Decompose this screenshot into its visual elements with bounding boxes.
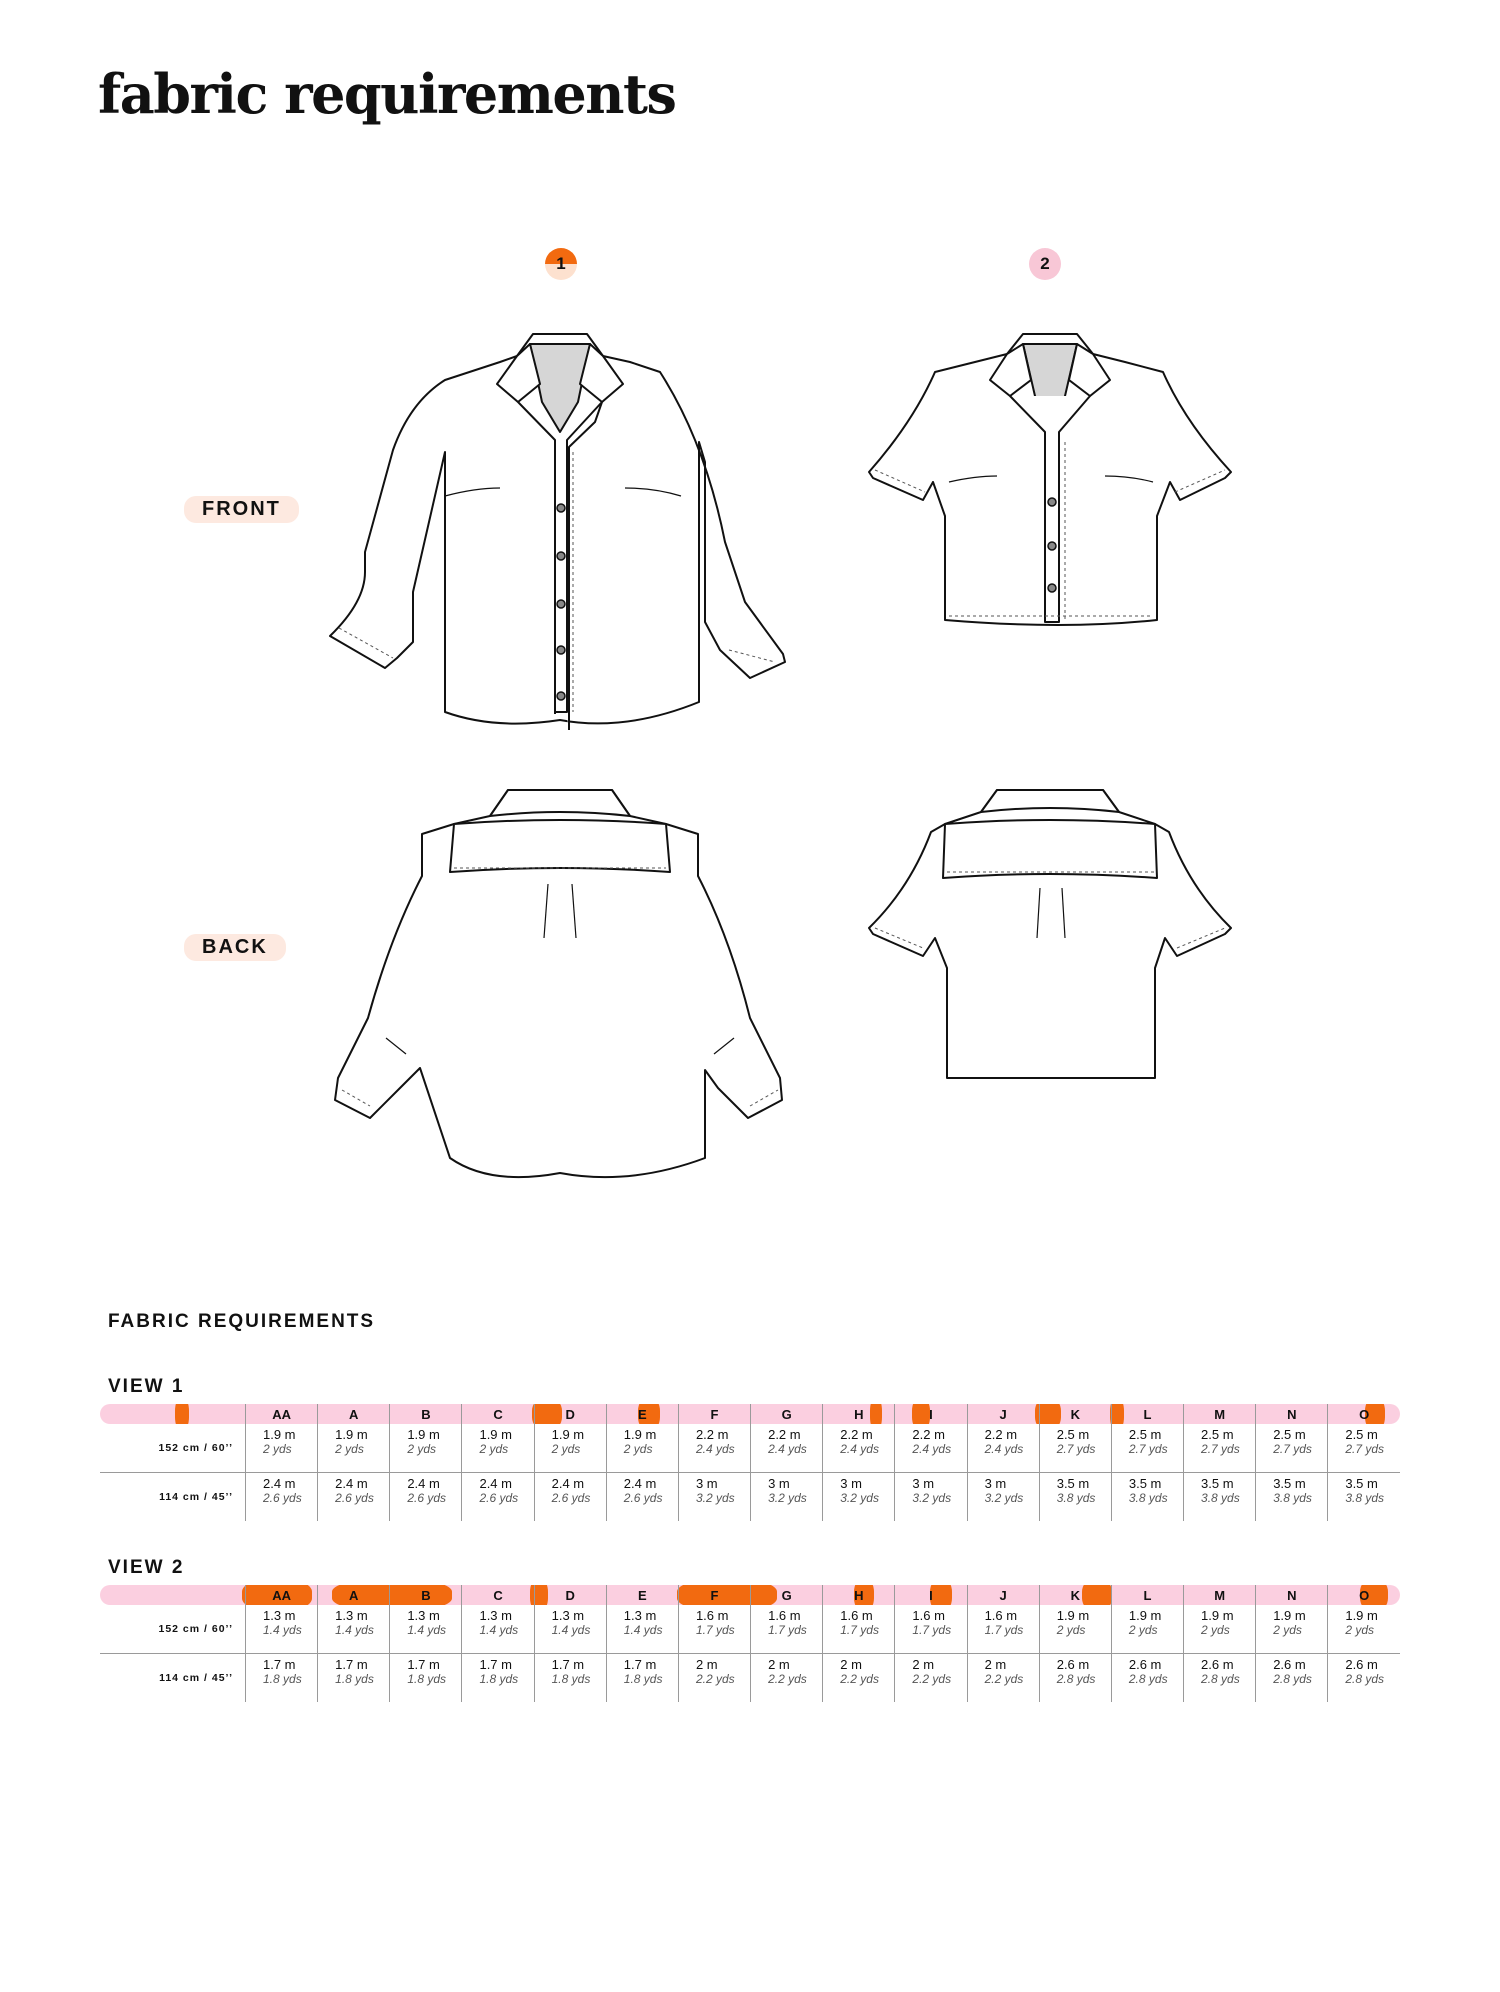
size-header: H (823, 1585, 895, 1605)
meters-value: 1.6 m (768, 1608, 801, 1623)
yardage-cell (1111, 1473, 1183, 1522)
view-2-back-illustration (865, 788, 1235, 1088)
yards-value: 1.8 yds (623, 1672, 663, 1686)
meters-value: 2.4 m (479, 1476, 512, 1491)
meters-value: 1.9 m (1056, 1608, 1090, 1623)
yardage-cell (1039, 1654, 1111, 1703)
size-header: K (1039, 1585, 1111, 1605)
size-header: A (318, 1404, 390, 1424)
yards-value: 3.8 yds (1128, 1491, 1168, 1505)
yardage-cell (751, 1473, 823, 1522)
size-header: N (1256, 1404, 1328, 1424)
yardage-cell (534, 1473, 606, 1522)
yards-value: 1.4 yds (335, 1623, 374, 1637)
yards-value: 2.6 yds (335, 1491, 374, 1505)
meters-value: 1.6 m (840, 1608, 873, 1623)
fabric-width-label: 152 cm / 60’’ (100, 1605, 246, 1654)
yards-value: 1.7 yds (695, 1623, 735, 1637)
yards-value: 2.6 yds (623, 1491, 663, 1505)
yardage-cell (678, 1424, 750, 1473)
yards-value: 1.8 yds (479, 1672, 519, 1686)
size-header: J (967, 1404, 1039, 1424)
view-2-front-illustration (865, 332, 1235, 632)
yards-value: 1.8 yds (263, 1672, 302, 1686)
yardage-cell (606, 1654, 678, 1703)
yards-value: 2 yds (551, 1442, 581, 1456)
yardage-cell (462, 1605, 534, 1654)
table-row (100, 1473, 1400, 1522)
yardage-cell (534, 1424, 606, 1473)
meters-value: 1.3 m (551, 1608, 585, 1623)
yardage-cell (1111, 1654, 1183, 1703)
yardage-cell (1039, 1473, 1111, 1522)
yardage-cell (1328, 1605, 1400, 1654)
meters-value: 2.4 m (335, 1476, 368, 1491)
meters-value: 1.3 m (263, 1608, 296, 1623)
meters-value: 2.5 m (1201, 1427, 1234, 1442)
meters-value: 2.2 m (768, 1427, 801, 1442)
page-title: fabric requirements (98, 62, 676, 126)
meters-value: 1.6 m (695, 1608, 729, 1623)
yards-value: 2 yds (1128, 1623, 1158, 1637)
meters-value: 3.5 m (1056, 1476, 1090, 1491)
meters-value: 1.3 m (479, 1608, 512, 1623)
yards-value: 2.4 yds (840, 1442, 879, 1456)
yardage-cell (534, 1654, 606, 1703)
yardage-cell (1328, 1473, 1400, 1522)
yardage-cell (318, 1424, 390, 1473)
yardage-cell (246, 1654, 318, 1703)
yardage-cell (1328, 1654, 1400, 1703)
corner-cell (100, 1404, 246, 1424)
yardage-cell (967, 1654, 1039, 1703)
yards-value: 2.2 yds (768, 1672, 807, 1686)
meters-value: 2.4 m (263, 1476, 296, 1491)
meters-value: 2 m (840, 1657, 862, 1672)
yardage-cell (823, 1654, 895, 1703)
size-header: I (895, 1404, 967, 1424)
size-header: B (390, 1404, 462, 1424)
yards-value: 2.4 yds (768, 1442, 807, 1456)
yards-value: 2.4 yds (912, 1442, 952, 1456)
meters-value: 1.9 m (479, 1427, 512, 1442)
yards-value: 2 yds (263, 1442, 292, 1456)
yardage-cell (246, 1424, 318, 1473)
yardage-cell (967, 1605, 1039, 1654)
fabric-width-label: 152 cm / 60’’ (100, 1424, 246, 1473)
yardage-cell (1111, 1605, 1183, 1654)
yards-value: 1.7 yds (912, 1623, 952, 1637)
yards-value: 2.6 yds (479, 1491, 519, 1505)
yards-value: 1.4 yds (407, 1623, 447, 1637)
yards-value: 2 yds (1056, 1623, 1086, 1637)
yards-value: 2.4 yds (984, 1442, 1024, 1456)
meters-value: 2.2 m (695, 1427, 729, 1442)
yardage-cell (1039, 1605, 1111, 1654)
view-1-heading: VIEW 1 (108, 1376, 185, 1397)
yards-value: 2 yds (1273, 1623, 1302, 1637)
size-header: N (1256, 1585, 1328, 1605)
yardage-cell (967, 1424, 1039, 1473)
meters-value: 3 m (768, 1476, 790, 1491)
yardage-cell (246, 1473, 318, 1522)
yards-value: 1.4 yds (623, 1623, 663, 1637)
yards-value: 2.2 yds (840, 1672, 879, 1686)
yardage-cell (1328, 1424, 1400, 1473)
size-header: C (462, 1585, 534, 1605)
yards-value: 1.8 yds (407, 1672, 447, 1686)
yards-value: 3.2 yds (840, 1491, 879, 1505)
meters-value: 1.3 m (623, 1608, 657, 1623)
yardage-cell (823, 1605, 895, 1654)
size-header: H (823, 1404, 895, 1424)
meters-value: 1.7 m (335, 1657, 368, 1672)
yards-value: 2.8 yds (1273, 1672, 1312, 1686)
yards-value: 2 yds (1201, 1623, 1230, 1637)
yardage-cell (606, 1605, 678, 1654)
meters-value: 1.9 m (407, 1427, 440, 1442)
meters-value: 3.5 m (1273, 1476, 1306, 1491)
yards-value: 1.4 yds (551, 1623, 591, 1637)
view-1-back-illustration (330, 788, 790, 1188)
size-header: AA (246, 1585, 318, 1605)
yardage-cell (1111, 1424, 1183, 1473)
yards-value: 2.8 yds (1345, 1672, 1385, 1686)
yardage-cell (318, 1605, 390, 1654)
yards-value: 2.8 yds (1201, 1672, 1240, 1686)
yardage-cell (895, 1605, 967, 1654)
yards-value: 2 yds (623, 1442, 653, 1456)
table-row (100, 1605, 1400, 1654)
yards-value: 2 yds (1345, 1623, 1375, 1637)
yards-value: 1.7 yds (984, 1623, 1024, 1637)
meters-value: 2.2 m (912, 1427, 945, 1442)
yardage-cell (390, 1654, 462, 1703)
yards-value: 1.8 yds (335, 1672, 374, 1686)
view-1-badge: 1 (545, 248, 577, 280)
meters-value: 2.6 m (1128, 1657, 1162, 1672)
yardage-cell (534, 1605, 606, 1654)
size-header: O (1328, 1404, 1400, 1424)
size-header: J (967, 1585, 1039, 1605)
meters-value: 2.5 m (1273, 1427, 1306, 1442)
meters-value: 1.7 m (263, 1657, 296, 1672)
yards-value: 2.7 yds (1201, 1442, 1240, 1456)
size-header: D (534, 1585, 606, 1605)
yards-value: 2 yds (335, 1442, 364, 1456)
yardage-cell (318, 1654, 390, 1703)
yardage-cell (462, 1424, 534, 1473)
yardage-cell (895, 1654, 967, 1703)
size-header: C (462, 1404, 534, 1424)
size-header: L (1111, 1404, 1183, 1424)
yardage-cell (1184, 1605, 1256, 1654)
yardage-cell (606, 1473, 678, 1522)
meters-value: 1.9 m (623, 1427, 657, 1442)
yards-value: 1.7 yds (768, 1623, 807, 1637)
meters-value: 3.5 m (1201, 1476, 1234, 1491)
yardage-cell (390, 1605, 462, 1654)
yardage-cell (967, 1473, 1039, 1522)
yards-value: 3.2 yds (984, 1491, 1024, 1505)
meters-value: 2.6 m (1056, 1657, 1090, 1672)
yardage-cell (823, 1473, 895, 1522)
yardage-cell (678, 1605, 750, 1654)
size-header: K (1039, 1404, 1111, 1424)
yards-value: 2.8 yds (1056, 1672, 1096, 1686)
meters-value: 2 m (768, 1657, 790, 1672)
meters-value: 3 m (912, 1476, 935, 1491)
meters-value: 1.7 m (407, 1657, 440, 1672)
yards-value: 1.8 yds (551, 1672, 591, 1686)
size-header: D (534, 1404, 606, 1424)
size-header: E (606, 1585, 678, 1605)
yardage-cell (1256, 1654, 1328, 1703)
meters-value: 2.6 m (1345, 1657, 1378, 1672)
yards-value: 2.7 yds (1273, 1442, 1312, 1456)
size-header: AA (246, 1404, 318, 1424)
fabric-requirements-heading: FABRIC REQUIREMENTS (108, 1311, 376, 1332)
yardage-cell (390, 1424, 462, 1473)
yards-value: 2.7 yds (1345, 1442, 1385, 1456)
meters-value: 2.6 m (1201, 1657, 1234, 1672)
meters-value: 1.9 m (1273, 1608, 1306, 1623)
yards-value: 1.4 yds (263, 1623, 302, 1637)
meters-value: 2.5 m (1345, 1427, 1378, 1442)
yards-value: 1.7 yds (840, 1623, 879, 1637)
yards-value: 2 yds (407, 1442, 436, 1456)
meters-value: 1.6 m (984, 1608, 1018, 1623)
yards-value: 3.8 yds (1345, 1491, 1385, 1505)
fabric-width-label: 114 cm / 45’’ (159, 1672, 233, 1684)
meters-value: 1.9 m (263, 1427, 296, 1442)
meters-value: 3.5 m (1128, 1476, 1162, 1491)
yardage-cell (246, 1605, 318, 1654)
yardage-cell (1039, 1424, 1111, 1473)
back-label: BACK (184, 934, 286, 961)
yards-value: 3.8 yds (1273, 1491, 1312, 1505)
yardage-cell (895, 1424, 967, 1473)
yardage-cell (823, 1424, 895, 1473)
meters-value: 2.2 m (984, 1427, 1018, 1442)
yardage-cell (895, 1473, 967, 1522)
yards-value: 2.4 yds (695, 1442, 735, 1456)
size-header: I (895, 1585, 967, 1605)
yardage-cell (1184, 1473, 1256, 1522)
meters-value: 3 m (840, 1476, 862, 1491)
size-header: M (1184, 1585, 1256, 1605)
meters-value: 2.6 m (1273, 1657, 1306, 1672)
view-2-table (100, 1585, 1400, 1702)
yardage-cell (1184, 1654, 1256, 1703)
yards-value: 2.6 yds (407, 1491, 447, 1505)
meters-value: 2 m (984, 1657, 1007, 1672)
yards-value: 2.2 yds (984, 1672, 1024, 1686)
table-row (100, 1654, 1400, 1703)
meters-value: 1.9 m (551, 1427, 585, 1442)
meters-value: 3 m (695, 1476, 718, 1491)
meters-value: 1.9 m (1345, 1608, 1378, 1623)
yardage-cell (751, 1605, 823, 1654)
size-header: F (678, 1404, 750, 1424)
meters-value: 2 m (695, 1657, 718, 1672)
view-1-front-illustration (325, 332, 795, 730)
yards-value: 3.2 yds (768, 1491, 807, 1505)
yardage-cell (606, 1424, 678, 1473)
yards-value: 2.2 yds (912, 1672, 952, 1686)
yardage-cell (678, 1473, 750, 1522)
yardage-cell (1256, 1424, 1328, 1473)
yardage-cell (678, 1654, 750, 1703)
yards-value: 2.2 yds (695, 1672, 735, 1686)
size-header: L (1111, 1585, 1183, 1605)
meters-value: 2.4 m (407, 1476, 440, 1491)
meters-value: 1.7 m (551, 1657, 585, 1672)
yardage-cell (751, 1654, 823, 1703)
meters-value: 2.4 m (551, 1476, 585, 1491)
corner-cell (100, 1585, 246, 1605)
meters-value: 1.9 m (1128, 1608, 1162, 1623)
meters-value: 1.9 m (335, 1427, 368, 1442)
meters-value: 2.5 m (1128, 1427, 1162, 1442)
meters-value: 1.9 m (1201, 1608, 1234, 1623)
yardage-cell (462, 1654, 534, 1703)
meters-value: 1.7 m (479, 1657, 512, 1672)
yards-value: 1.4 yds (479, 1623, 519, 1637)
size-header: M (1184, 1404, 1256, 1424)
meters-value: 1.3 m (407, 1608, 440, 1623)
yardage-cell (318, 1473, 390, 1522)
meters-value: 1.7 m (623, 1657, 657, 1672)
size-header: F (678, 1585, 750, 1605)
meters-value: 1.6 m (912, 1608, 945, 1623)
yards-value: 2.6 yds (551, 1491, 591, 1505)
yards-value: 3.2 yds (912, 1491, 952, 1505)
front-label: FRONT (184, 496, 299, 523)
size-header: G (751, 1585, 823, 1605)
size-header: E (606, 1404, 678, 1424)
table-row (100, 1424, 1400, 1473)
yardage-cell (1256, 1473, 1328, 1522)
yardage-cell (1256, 1605, 1328, 1654)
yards-value: 3.2 yds (695, 1491, 735, 1505)
view-1-table (100, 1404, 1400, 1521)
yardage-cell (390, 1473, 462, 1522)
yards-value: 2 yds (479, 1442, 509, 1456)
yardage-cell (1184, 1424, 1256, 1473)
yards-value: 3.8 yds (1201, 1491, 1240, 1505)
yards-value: 2.7 yds (1128, 1442, 1168, 1456)
view-2-badge: 2 (1029, 248, 1061, 280)
view-2-heading: VIEW 2 (108, 1557, 185, 1578)
yards-value: 3.8 yds (1056, 1491, 1096, 1505)
meters-value: 2 m (912, 1657, 935, 1672)
yardage-cell (462, 1473, 534, 1522)
yards-value: 2.6 yds (263, 1491, 302, 1505)
size-header: B (390, 1585, 462, 1605)
meters-value: 2.4 m (623, 1476, 657, 1491)
fabric-width-label: 114 cm / 45’’ (159, 1491, 233, 1503)
size-header: A (318, 1585, 390, 1605)
meters-value: 2.2 m (840, 1427, 873, 1442)
meters-value: 2.5 m (1056, 1427, 1090, 1442)
yards-value: 2.8 yds (1128, 1672, 1168, 1686)
meters-value: 1.3 m (335, 1608, 368, 1623)
size-header: O (1328, 1585, 1400, 1605)
yards-value: 2.7 yds (1056, 1442, 1096, 1456)
meters-value: 3 m (984, 1476, 1007, 1491)
meters-value: 3.5 m (1345, 1476, 1378, 1491)
yardage-cell (751, 1424, 823, 1473)
size-header: G (751, 1404, 823, 1424)
